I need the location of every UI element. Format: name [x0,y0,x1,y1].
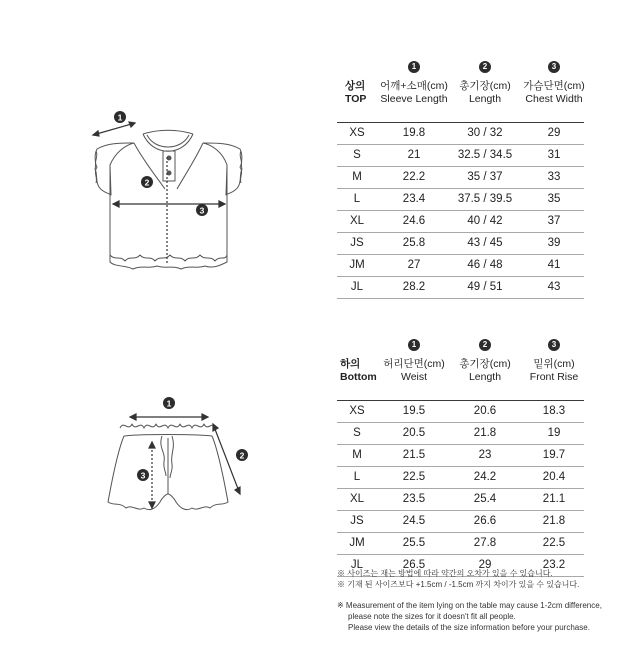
col-number-badge: 2 [479,339,491,351]
note-en-1: ※ Measurement of the item lying on the table may cause 1-2cm difference, [337,601,602,610]
measurement-cell: 39 [547,237,561,249]
measurement-cell: 24.6 [402,215,426,227]
measurement-cell: 37.5 / 39.5 [457,193,513,205]
measurement-cell: 28.2 [402,281,426,293]
measurement-cell: 30 / 32 [467,127,503,139]
size-label-cell: M [352,449,362,461]
table-row [337,277,584,299]
table-row [337,445,584,467]
bottom-col-3: 3 밑위(cm) Front Rise [529,340,579,383]
table-row [337,489,584,511]
top-marker-3: 3 [199,205,205,216]
bottom-size-table [337,340,584,577]
measurement-cell: 27 [407,259,421,271]
measurement-cell: 33 [547,171,561,183]
top-col-2: 2 총기장(cm) Length [459,62,511,105]
measurement-cell: 22.2 [402,171,426,183]
measurement-cell: 40 / 42 [467,215,503,227]
measurement-cell: 21 [407,149,421,161]
measurement-cell: 26.5 [402,559,426,571]
top-marker-1: 1 [117,112,123,123]
size-label-cell: L [353,471,361,483]
table-row [337,255,584,277]
measurement-cell: 22.5 [402,471,426,483]
col-number-badge: 1 [408,61,420,73]
measurement-cell: 25.8 [402,237,426,249]
size-label-cell: JM [349,537,365,549]
table-row [337,233,584,255]
top-label: 상의 TOP [345,80,367,105]
measurement-cell: 23.5 [402,493,426,505]
size-label-cell: JL [350,559,364,571]
bottom-col-2: 2 총기장(cm) Length [459,340,511,383]
bottom-marker-3: 3 [140,470,146,481]
table-row [337,167,584,189]
col-number-badge: 1 [408,339,420,351]
col-number-badge: 2 [479,61,491,73]
bottom-table-header [337,340,584,400]
measurement-cell: 20.5 [402,427,426,439]
measurement-cell: 49 / 51 [467,281,503,293]
measurement-cell: 21.8 [542,515,566,527]
top-table-header [337,62,585,122]
note-ko-1: ※ 사이즈는 재는 방법에 따라 약간의 오차가 있을 수 있습니다. [337,569,553,578]
size-label-cell: S [353,427,361,439]
size-label-cell: JL [350,281,364,293]
measurement-cell: 20.4 [542,471,566,483]
top-size-table [337,62,585,299]
measurement-cell: 26.6 [473,515,497,527]
measurement-cell: 32.5 / 34.5 [457,149,513,161]
measurement-cell: 23.4 [402,193,426,205]
table-row [337,189,584,211]
table-row [337,423,584,445]
bottom-marker-1: 1 [166,398,172,409]
table-row [337,211,584,233]
size-label-cell: S [353,149,361,161]
size-label-cell: M [352,171,362,183]
measurement-cell: 21.1 [542,493,566,505]
size-label-cell: XS [349,127,365,139]
measurement-cell: 23 [478,449,492,461]
size-label-cell: XL [349,493,365,505]
measurement-cell: 35 [547,193,561,205]
measurement-cell: 19.7 [542,449,566,461]
measurement-cell: 21.5 [402,449,426,461]
measurement-cell: 25.4 [473,493,497,505]
note-en-2: please note the sizes for it doesn't fit all people. [348,612,516,621]
bottom-col-1: 1 허리단면(cm) Weist [383,340,445,383]
table-row [337,123,584,145]
measurement-cell: 20.6 [473,405,497,417]
size-label-cell: JM [349,259,365,271]
table-row [337,511,584,533]
measurement-cell: 18.3 [542,405,566,417]
note-en-3: Please view the details of the size information before your purchase. [348,623,590,632]
measurement-cell: 43 [547,281,561,293]
measurement-cell: 24.5 [402,515,426,527]
measurement-cell: 37 [547,215,561,227]
bottom-marker-2: 2 [239,450,245,461]
measurement-cell: 31 [547,149,561,161]
table-row [337,145,584,167]
bottom-label: 하의 Bottom [340,358,377,383]
top-table-body [337,123,584,299]
table-row [337,467,584,489]
note-ko-2: ※ 기재 된 사이즈보다 +1.5cm / -1.5cm 까지 차이가 있을 수 있습니다. [337,580,580,589]
top-col-3: 3 가슴단면(cm) Chest Width [523,62,585,105]
measurement-cell: 22.5 [542,537,566,549]
measurement-cell: 29 [478,559,492,571]
measurement-cell: 25.5 [402,537,426,549]
top-garment-illustration [85,105,250,275]
bottom-table-body [337,401,584,577]
top-marker-2: 2 [144,177,150,188]
size-label-cell: JS [350,515,364,527]
top-col-1: 1 어깨+소매(cm) Sleeve Length [380,62,448,105]
measurement-cell: 29 [547,127,561,139]
measurement-cell: 23.2 [542,559,566,571]
size-label-cell: L [353,193,361,205]
measurement-cell: 41 [547,259,561,271]
measurement-cell: 46 / 48 [467,259,503,271]
measurement-cell: 43 / 45 [467,237,503,249]
size-label-cell: JS [350,237,364,249]
col-number-badge: 3 [548,339,560,351]
col-number-badge: 3 [548,61,560,73]
measurement-cell: 35 / 37 [467,171,503,183]
measurement-cell: 19.8 [402,127,426,139]
size-label-cell: XS [349,405,365,417]
measurement-cell: 27.8 [473,537,497,549]
table-row [337,533,584,555]
bottom-garment-illustration [100,390,260,530]
measurement-cell: 19.5 [402,405,426,417]
size-notes [337,568,602,633]
measurement-cell: 19 [547,427,561,439]
table-row [337,401,584,423]
size-label-cell: XL [349,215,365,227]
measurement-cell: 24.2 [473,471,497,483]
measurement-cell: 21.8 [473,427,497,439]
